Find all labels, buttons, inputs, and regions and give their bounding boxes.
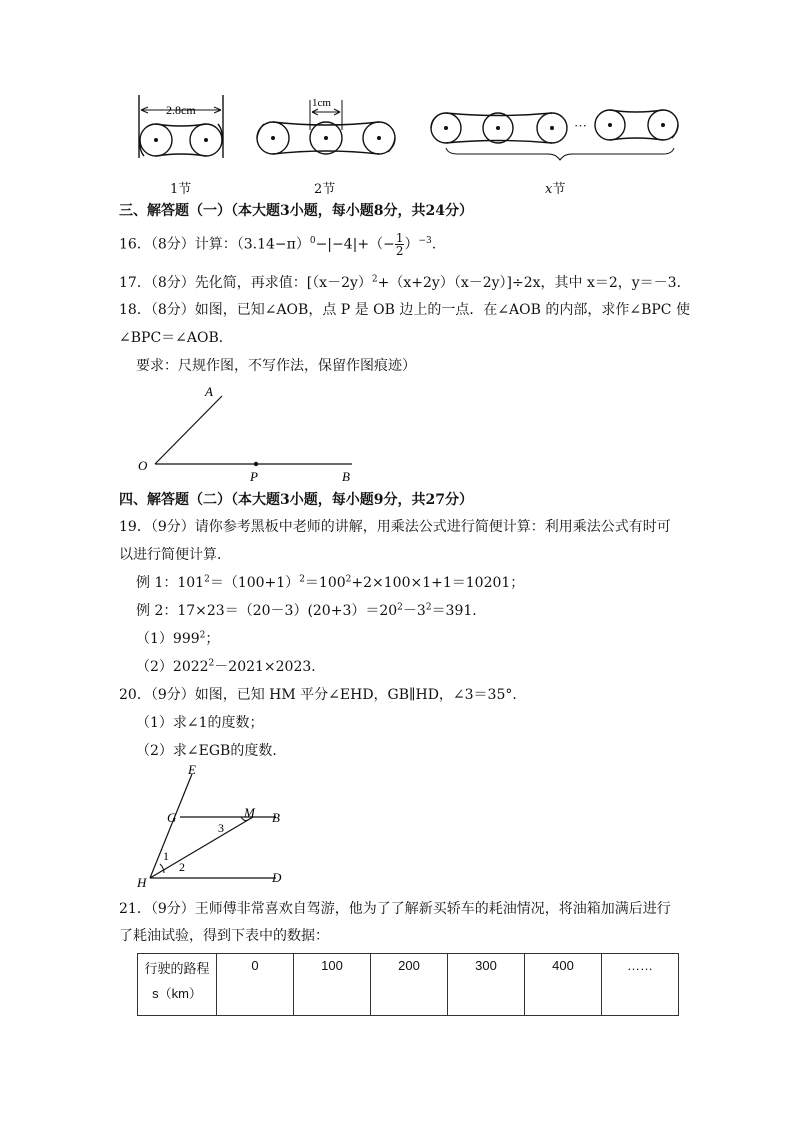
ex1-b: ＝（100+1） (209, 575, 300, 591)
label-2: 2 (179, 860, 185, 874)
chain-x-section (431, 110, 678, 160)
question-16 (119, 232, 436, 257)
ex2-sq2: 2 (425, 602, 432, 613)
sub2-b: －2021×2023． (214, 659, 326, 675)
question-19-line1: 19．（9分）请你参考黑板中老师的讲解，用乘法公式进行简便计算：利用乘法公式有时可 (119, 519, 671, 535)
table-header-cell (138, 954, 217, 1016)
ex2-sq1: 2 (397, 602, 403, 613)
table-row (138, 954, 679, 1016)
label-E: E (188, 762, 196, 777)
question-18-requirement: 要求：尺规作图，不写作法，保留作图痕迹） (136, 358, 416, 374)
question-20-sub1: （1）求∠1的度数； (136, 715, 264, 731)
ex1-sq1: 2 (204, 574, 210, 585)
question-19-line2: 以进行简便计算． (119, 547, 231, 563)
chain-label-x-suffix: 节 (552, 182, 566, 197)
label-B2: B (272, 810, 280, 825)
table-cell: 400 (525, 954, 602, 1016)
q17-pre: 17．（8分）先化简，再求值：[（x－2y） (119, 275, 372, 291)
question-19-sub1 (136, 629, 219, 649)
table-cell: 0 (217, 954, 294, 1016)
q16-den: 2 (395, 244, 404, 258)
label-P: P (250, 469, 258, 484)
question-20-line1: 20．（9分）如图，已知 HM 平分∠EHD，GB∥HD，∠3＝35°． (119, 687, 527, 703)
q16-exp: −3 (418, 235, 432, 246)
label-B: B (342, 469, 350, 484)
ex1-d: +2×100×1+1＝10201； (351, 575, 525, 591)
label-G: G (167, 810, 177, 825)
ex2-b: －3 (402, 603, 426, 619)
angle-aob-figure (130, 378, 370, 488)
q16-num: 1 (395, 231, 404, 245)
table-cell: 200 (371, 954, 448, 1016)
q17-sq: 2 (371, 274, 378, 285)
label-M: M (244, 805, 255, 820)
ex2-c: ＝391． (431, 603, 487, 619)
table-cell: …… (602, 954, 679, 1016)
dim-gap-label: 1cm (312, 97, 331, 109)
sub1-a: （1）999 (136, 631, 200, 647)
chain-label-x-var: x (545, 182, 553, 197)
question-19-sub2 (136, 657, 325, 677)
question-20-sub2: （2）求∠EGB的度数． (136, 743, 287, 759)
question-19-example2 (136, 601, 486, 621)
q16-end: . (431, 236, 437, 253)
ex1-sq3: 2 (345, 574, 352, 585)
table-header: 行驶的路程 (144, 961, 210, 976)
q16-mid: −|−4|+（− (315, 236, 395, 253)
question-19-example1 (136, 573, 524, 593)
ex2-a: 例 2：17×23＝（20－3）(20+3）＝20 (136, 603, 398, 619)
label-H: H (137, 875, 147, 890)
sub2-a: （2）2022 (136, 659, 209, 675)
q16-prefix: 16．（8分）计算： (119, 236, 237, 253)
chain-label-1: 1节 (170, 182, 192, 197)
table-cell: 100 (294, 954, 371, 1016)
question-21-line1: 21．（9分）王师傅非常喜欢自驾游，他为了了解新买轿车的耗油情况，将油箱加满后进行 (119, 901, 671, 917)
sub1-b: ； (205, 631, 220, 647)
table-cell: 300 (448, 954, 525, 1016)
fuel-table (137, 953, 679, 1016)
chain-label-x (545, 178, 565, 197)
section-4-title: 四、解答题（二）（本大题3小题，每小题9分，共27分） (119, 492, 473, 508)
chain-ellipsis: ··· (574, 118, 587, 133)
table-unit: s（km） (152, 986, 202, 1001)
question-18-line1: 18．（8分）如图，已知∠AOB，点 P 是 OB 边上的一点．在∠AOB 的内部，求作∠BPC 使 (119, 302, 690, 318)
label-D: D (272, 870, 282, 885)
chain-label-2: 2节 (314, 182, 336, 197)
label-1: 1 (163, 849, 169, 863)
ex1-c: ＝100 (304, 575, 346, 591)
ex1-sq2: 2 (299, 574, 305, 585)
q16-base: （3.14−π） (236, 236, 310, 253)
parallel-lines-figure (130, 760, 310, 895)
sub1-sq: 2 (199, 630, 206, 641)
dim-one-label: 2.8cm (166, 103, 196, 117)
question-17 (119, 273, 691, 293)
q17-post: +（x+2y）（x－2y）]÷2x，其中 x＝2，y＝－3． (377, 275, 691, 291)
question-21-line2: 了耗油试验，得到下表中的数据： (119, 928, 329, 944)
q16-close: ） (404, 236, 419, 253)
question-18-line2: ∠BPC＝∠AOB． (119, 330, 233, 346)
label-3: 3 (218, 821, 224, 835)
q16-exp0: 0 (309, 235, 316, 246)
label-A: A (205, 384, 213, 399)
label-O: O (138, 458, 148, 473)
ex1-a: 例 1：101 (136, 575, 205, 591)
sub2-sq: 2 (208, 658, 215, 669)
section-3-title: 三、解答题（一）（本大题3小题，每小题8分，共24分） (119, 203, 473, 219)
chain-figure (128, 90, 688, 200)
